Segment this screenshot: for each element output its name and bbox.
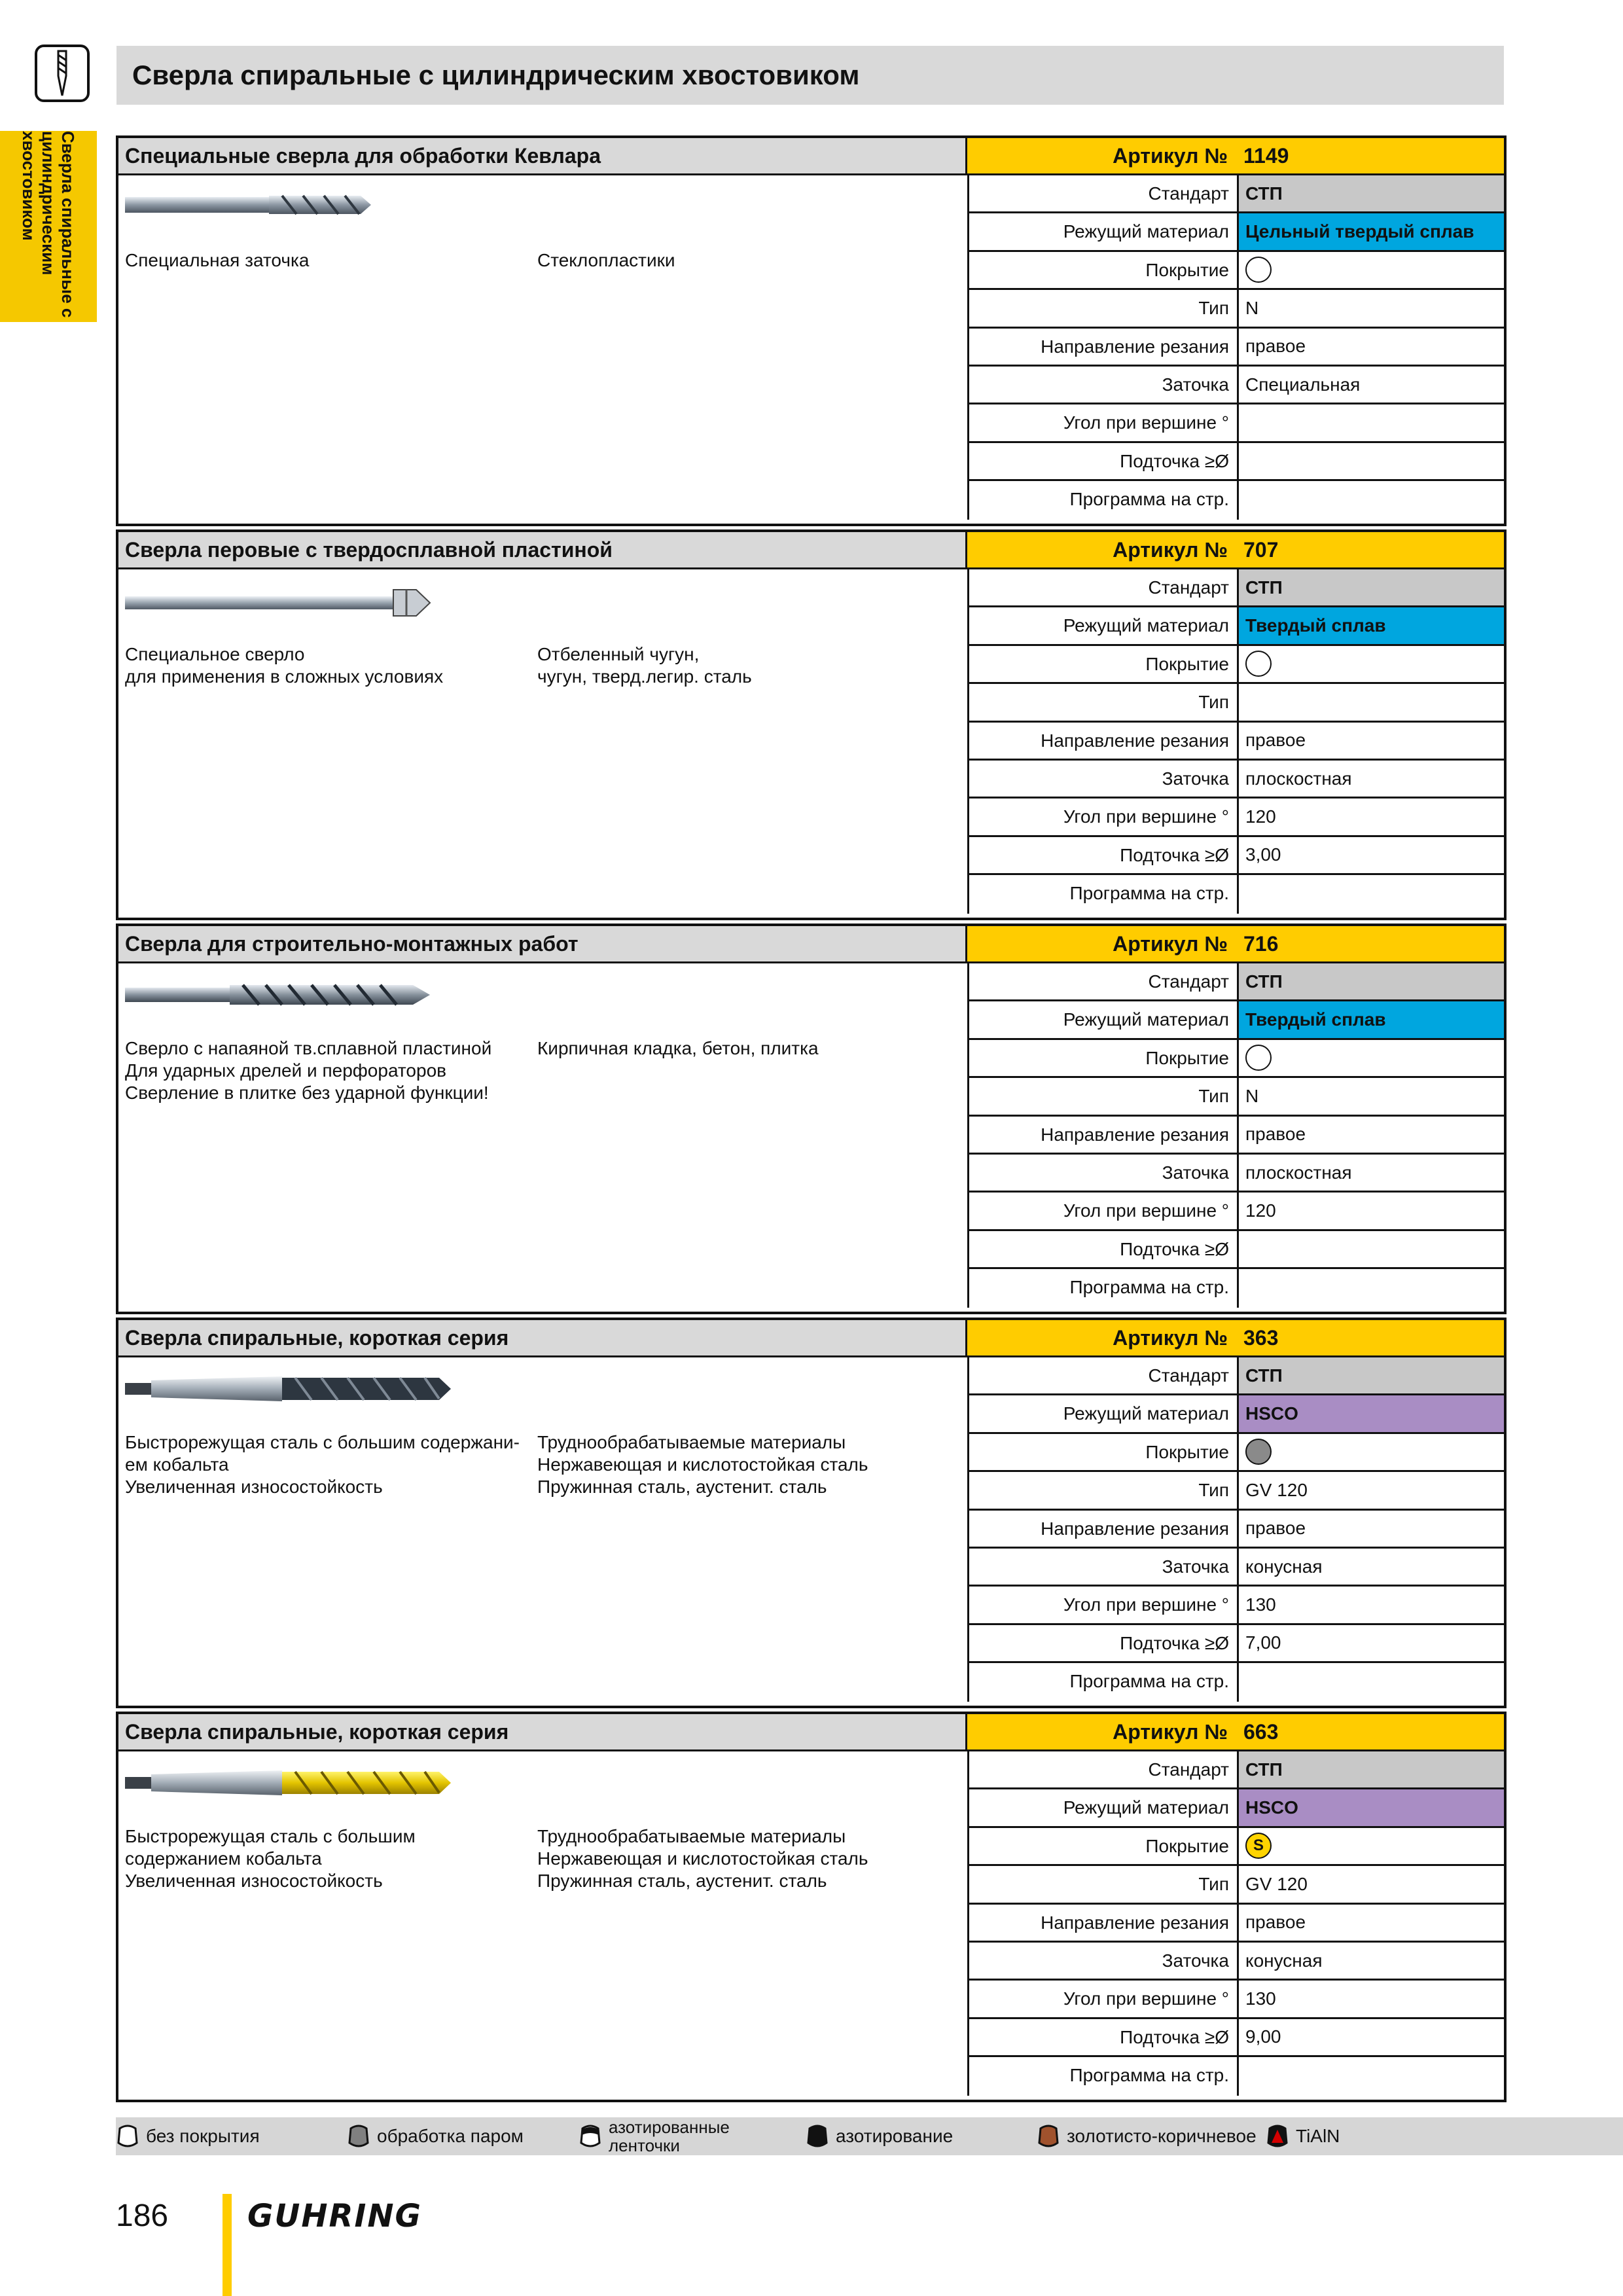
coating-cell bbox=[1239, 1828, 1504, 1864]
material-value: Твердый сплав bbox=[1245, 615, 1386, 636]
direction-cell bbox=[1239, 329, 1504, 365]
type-cell bbox=[1239, 1078, 1504, 1114]
brand-logo: GUHRING bbox=[247, 2198, 422, 2234]
type-value: N bbox=[1245, 297, 1259, 318]
grinding-label: Заточка bbox=[969, 1549, 1239, 1585]
properties-table bbox=[967, 1751, 1504, 2096]
legend-label: азотирование bbox=[836, 2126, 954, 2146]
description-features: Специальная заточка bbox=[125, 250, 310, 270]
property-row-program bbox=[969, 2057, 1504, 2095]
standard-cell bbox=[1239, 963, 1504, 999]
no-coating-icon bbox=[1245, 257, 1272, 283]
standard-cell bbox=[1239, 569, 1504, 605]
property-row-grinding bbox=[969, 1549, 1504, 1587]
property-row-material bbox=[969, 1001, 1504, 1039]
grinding-cell bbox=[1239, 1943, 1504, 1979]
legend-label: азотированные ленточки bbox=[609, 2117, 730, 2155]
steam-coating-icon bbox=[347, 2123, 370, 2149]
coating-label: Покрытие bbox=[969, 252, 1239, 288]
direction-cell bbox=[1239, 1905, 1504, 1941]
nitriding-icon bbox=[806, 2123, 829, 2149]
property-row-standard bbox=[969, 963, 1504, 1001]
program-label: Программа на стр. bbox=[969, 2057, 1239, 2095]
section-title: Специальные сверла для обработки Кевлара bbox=[118, 138, 967, 175]
property-row-point bbox=[969, 1625, 1504, 1663]
product-section bbox=[116, 135, 1507, 526]
type-label: Тип bbox=[969, 290, 1239, 326]
grinding-cell bbox=[1239, 1155, 1504, 1191]
type-cell bbox=[1239, 290, 1504, 326]
product-section bbox=[116, 924, 1507, 1314]
article-header bbox=[967, 1714, 1504, 1751]
property-row-material bbox=[969, 213, 1504, 251]
type-cell bbox=[1239, 684, 1504, 720]
material-cell bbox=[1239, 1001, 1504, 1037]
side-tab-label: Сверла спиральные с цилиндрическим хвостовиком bbox=[19, 131, 78, 318]
no-coating-icon bbox=[1245, 651, 1272, 677]
program-cell bbox=[1239, 875, 1504, 913]
point-cell bbox=[1239, 1625, 1504, 1661]
standard-value: СТП bbox=[1245, 1759, 1283, 1780]
point-value: 3,00 bbox=[1245, 844, 1281, 865]
legend-item bbox=[1266, 2117, 1340, 2155]
material-label: Режущий материал bbox=[969, 213, 1239, 249]
page-number: 186 bbox=[116, 2198, 169, 2233]
property-row-material bbox=[969, 1789, 1504, 1827]
type-value: GV 120 bbox=[1245, 1873, 1308, 1894]
property-row-angle bbox=[969, 798, 1504, 836]
grinding-value: плоскостная bbox=[1245, 1162, 1352, 1183]
description-materials: Труднообрабатываемые материалы Нержавеющая и кислотостойкая сталь Пружинная сталь, аустенит. сталь bbox=[537, 1826, 868, 1891]
direction-label: Направление резания bbox=[969, 1117, 1239, 1153]
section-title: Сверла для строительно-монтажных работ bbox=[118, 926, 967, 963]
property-row-direction bbox=[969, 1511, 1504, 1549]
property-row-grinding bbox=[969, 1155, 1504, 1193]
program-label: Программа на стр. bbox=[969, 875, 1239, 913]
point-value: 7,00 bbox=[1245, 1632, 1281, 1653]
property-row-standard bbox=[969, 175, 1504, 213]
description-materials: Отбеленный чугун, чугун, тверд.легир. сталь bbox=[537, 644, 752, 687]
standard-cell bbox=[1239, 1357, 1504, 1393]
section-title: Сверла перовые с твердосплавной пластиной bbox=[118, 532, 967, 569]
property-row-coating bbox=[969, 1828, 1504, 1866]
material-value: HSCO bbox=[1245, 1797, 1298, 1818]
property-row-coating bbox=[969, 1040, 1504, 1078]
section-title: Сверла спиральные, короткая серия bbox=[118, 1714, 967, 1751]
page-title: Сверла спиральные с цилиндрическим хвостовиком bbox=[116, 46, 1504, 105]
nitrided-lands-icon bbox=[579, 2123, 602, 2149]
property-row-angle bbox=[969, 1981, 1504, 2018]
property-row-point bbox=[969, 837, 1504, 875]
point-value: 9,00 bbox=[1245, 2026, 1281, 2047]
material-label: Режущий материал bbox=[969, 1395, 1239, 1431]
property-row-direction bbox=[969, 1117, 1504, 1155]
property-row-grinding bbox=[969, 367, 1504, 404]
property-row-grinding bbox=[969, 1943, 1504, 1981]
property-row-standard bbox=[969, 1357, 1504, 1395]
standard-label: Стандарт bbox=[969, 569, 1239, 605]
product-section bbox=[116, 529, 1507, 920]
material-cell bbox=[1239, 213, 1504, 249]
program-label: Программа на стр. bbox=[969, 1663, 1239, 1701]
grinding-value: конусная bbox=[1245, 1950, 1323, 1971]
property-row-standard bbox=[969, 569, 1504, 607]
direction-cell bbox=[1239, 1511, 1504, 1547]
program-cell bbox=[1239, 1269, 1504, 1307]
material-label: Режущий материал bbox=[969, 607, 1239, 643]
standard-value: СТП bbox=[1245, 183, 1283, 204]
no-coating-icon bbox=[116, 2123, 139, 2149]
angle-value: 120 bbox=[1245, 806, 1276, 827]
program-label: Программа на стр. bbox=[969, 1269, 1239, 1307]
article-label: Артикул № bbox=[1113, 1720, 1228, 1744]
property-row-type bbox=[969, 1078, 1504, 1116]
coating-legend bbox=[116, 2117, 1623, 2155]
properties-table bbox=[967, 569, 1504, 914]
direction-label: Направление резания bbox=[969, 329, 1239, 365]
grinding-value: конусная bbox=[1245, 1556, 1323, 1577]
type-cell bbox=[1239, 1472, 1504, 1508]
property-row-angle bbox=[969, 404, 1504, 442]
property-row-direction bbox=[969, 723, 1504, 761]
description-features: Специальное сверло для применения в сложных условиях bbox=[125, 644, 444, 687]
drill-image bbox=[125, 190, 374, 223]
legend-label: TiAlN bbox=[1296, 2126, 1340, 2146]
grinding-label: Заточка bbox=[969, 1155, 1239, 1191]
steam-coating-icon bbox=[1245, 1439, 1272, 1465]
angle-label: Угол при вершине ° bbox=[969, 404, 1239, 440]
legend-item bbox=[579, 2117, 730, 2155]
angle-cell bbox=[1239, 798, 1504, 834]
property-row-grinding bbox=[969, 761, 1504, 798]
angle-value: 130 bbox=[1245, 1988, 1276, 2009]
drill-image bbox=[125, 1767, 452, 1803]
property-row-coating bbox=[969, 1434, 1504, 1472]
property-row-program bbox=[969, 875, 1504, 913]
legend-item bbox=[116, 2117, 260, 2155]
section-title: Сверла спиральные, короткая серия bbox=[118, 1320, 967, 1357]
angle-value: 120 bbox=[1245, 1200, 1276, 1221]
direction-value: правое bbox=[1245, 1518, 1306, 1539]
standard-label: Стандарт bbox=[969, 175, 1239, 211]
coating-label: Покрытие bbox=[969, 646, 1239, 682]
legend-item bbox=[347, 2117, 524, 2155]
properties-table bbox=[967, 175, 1504, 520]
angle-label: Угол при вершине ° bbox=[969, 1981, 1239, 2017]
drill-category-icon bbox=[35, 45, 90, 102]
property-row-angle bbox=[969, 1587, 1504, 1624]
material-label: Режущий материал bbox=[969, 1001, 1239, 1037]
description-materials: Стеклопластики bbox=[537, 250, 675, 270]
coating-label: Покрытие bbox=[969, 1040, 1239, 1076]
property-row-point bbox=[969, 1231, 1504, 1269]
type-label: Тип bbox=[969, 1866, 1239, 1902]
type-value: N bbox=[1245, 1085, 1259, 1106]
type-label: Тип bbox=[969, 1472, 1239, 1508]
article-number: 707 bbox=[1243, 538, 1279, 562]
description-features: Быстрорежущая сталь с большим содержанием кобальта Увеличенная износостойкость bbox=[125, 1826, 416, 1891]
article-header bbox=[967, 138, 1504, 175]
property-row-type bbox=[969, 684, 1504, 722]
type-cell bbox=[1239, 1866, 1504, 1902]
property-row-type bbox=[969, 290, 1504, 328]
article-number: 1149 bbox=[1243, 144, 1289, 168]
angle-label: Угол при вершине ° bbox=[969, 1193, 1239, 1229]
material-cell bbox=[1239, 1789, 1504, 1825]
grinding-label: Заточка bbox=[969, 1943, 1239, 1979]
material-value: Твердый сплав bbox=[1245, 1009, 1386, 1030]
type-label: Тип bbox=[969, 1078, 1239, 1114]
article-number: 716 bbox=[1243, 932, 1279, 956]
article-label: Артикул № bbox=[1113, 932, 1228, 956]
angle-cell bbox=[1239, 404, 1504, 440]
article-header bbox=[967, 532, 1504, 569]
article-header bbox=[967, 1320, 1504, 1357]
program-label: Программа на стр. bbox=[969, 481, 1239, 519]
description-features: Сверло с напаяной тв.сплавной пластиной Для ударных дрелей и перфораторов Сверление в плитке без ударной функции! bbox=[125, 1038, 492, 1103]
properties-table bbox=[967, 1357, 1504, 1702]
material-cell bbox=[1239, 607, 1504, 643]
grinding-value: Специальная bbox=[1245, 374, 1361, 395]
point-label: Подточка ≥Ø bbox=[969, 1231, 1239, 1267]
direction-cell bbox=[1239, 1117, 1504, 1153]
property-row-program bbox=[969, 1269, 1504, 1307]
program-cell bbox=[1239, 1663, 1504, 1701]
material-value: HSCO bbox=[1245, 1403, 1298, 1424]
legend-label: обработка паром bbox=[377, 2126, 524, 2146]
property-row-coating bbox=[969, 646, 1504, 684]
standard-value: СТП bbox=[1245, 971, 1283, 992]
angle-cell bbox=[1239, 1587, 1504, 1623]
point-label: Подточка ≥Ø bbox=[969, 1625, 1239, 1661]
article-header bbox=[967, 926, 1504, 963]
property-row-program bbox=[969, 481, 1504, 519]
article-label: Артикул № bbox=[1113, 144, 1228, 168]
type-value: GV 120 bbox=[1245, 1479, 1308, 1500]
point-label: Подточка ≥Ø bbox=[969, 837, 1239, 873]
direction-label: Направление резания bbox=[969, 1511, 1239, 1547]
property-row-point bbox=[969, 2019, 1504, 2057]
coating-cell bbox=[1239, 252, 1504, 288]
coating-label: Покрытие bbox=[969, 1828, 1239, 1864]
angle-cell bbox=[1239, 1193, 1504, 1229]
no-coating-icon bbox=[1245, 1045, 1272, 1071]
angle-label: Угол при вершине ° bbox=[969, 1587, 1239, 1623]
drill-image bbox=[125, 978, 433, 1014]
program-cell bbox=[1239, 481, 1504, 519]
drill-image bbox=[125, 1372, 452, 1408]
grinding-cell bbox=[1239, 1549, 1504, 1585]
legend-label: золотисто-коричневое bbox=[1067, 2126, 1257, 2146]
coating-label: Покрытие bbox=[969, 1434, 1239, 1470]
property-row-standard bbox=[969, 1751, 1504, 1789]
coating-cell bbox=[1239, 1040, 1504, 1076]
description-materials: Труднообрабатываемые материалы Нержавеющая и кислотостойкая сталь Пружинная сталь, аустенит. сталь bbox=[537, 1432, 868, 1497]
material-cell bbox=[1239, 1395, 1504, 1431]
material-value: Цельный твердый сплав bbox=[1245, 221, 1474, 242]
grinding-label: Заточка bbox=[969, 367, 1239, 403]
coating-cell bbox=[1239, 1434, 1504, 1470]
direction-value: правое bbox=[1245, 336, 1306, 357]
standard-label: Стандарт bbox=[969, 1357, 1239, 1393]
property-row-material bbox=[969, 607, 1504, 645]
article-number: 663 bbox=[1243, 1720, 1279, 1744]
point-label: Подточка ≥Ø bbox=[969, 443, 1239, 479]
grinding-label: Заточка bbox=[969, 761, 1239, 797]
property-row-material bbox=[969, 1395, 1504, 1433]
direction-value: правое bbox=[1245, 730, 1306, 751]
property-row-direction bbox=[969, 1905, 1504, 1943]
standard-value: СТП bbox=[1245, 577, 1283, 598]
point-label: Подточка ≥Ø bbox=[969, 2019, 1239, 2055]
property-row-type bbox=[969, 1866, 1504, 1904]
angle-cell bbox=[1239, 1981, 1504, 2017]
property-row-angle bbox=[969, 1193, 1504, 1230]
direction-cell bbox=[1239, 723, 1504, 759]
coating-cell bbox=[1239, 646, 1504, 682]
point-cell bbox=[1239, 443, 1504, 479]
property-row-coating bbox=[969, 252, 1504, 290]
product-section bbox=[116, 1318, 1507, 1708]
article-number: 363 bbox=[1243, 1326, 1279, 1350]
description-materials: Кирпичная кладка, бетон, плитка bbox=[537, 1038, 819, 1058]
direction-value: правое bbox=[1245, 1124, 1306, 1145]
property-row-point bbox=[969, 443, 1504, 481]
angle-value: 130 bbox=[1245, 1594, 1276, 1615]
point-cell bbox=[1239, 1231, 1504, 1267]
point-cell bbox=[1239, 2019, 1504, 2055]
s-coating-icon: S bbox=[1245, 1833, 1272, 1859]
type-label: Тип bbox=[969, 684, 1239, 720]
direction-label: Направление резания bbox=[969, 1905, 1239, 1941]
angle-label: Угол при вершине ° bbox=[969, 798, 1239, 834]
legend-item bbox=[1037, 2117, 1257, 2155]
grinding-value: плоскостная bbox=[1245, 768, 1352, 789]
article-label: Артикул № bbox=[1113, 1326, 1228, 1350]
program-cell bbox=[1239, 2057, 1504, 2095]
standard-value: СТП bbox=[1245, 1365, 1283, 1386]
properties-table bbox=[967, 963, 1504, 1308]
property-row-program bbox=[969, 1663, 1504, 1701]
side-tab bbox=[0, 131, 97, 322]
direction-label: Направление резания bbox=[969, 723, 1239, 759]
drill-image bbox=[125, 584, 433, 624]
footer-accent-bar bbox=[223, 2194, 232, 2296]
tialn-icon bbox=[1266, 2123, 1289, 2149]
article-label: Артикул № bbox=[1113, 538, 1228, 562]
standard-label: Стандарт bbox=[969, 963, 1239, 999]
grinding-cell bbox=[1239, 761, 1504, 797]
standard-cell bbox=[1239, 175, 1504, 211]
description-features: Быстрорежущая сталь с большим содержани- ем кобальта Увеличенная износостойкость bbox=[125, 1432, 520, 1497]
direction-value: правое bbox=[1245, 1912, 1306, 1933]
property-row-direction bbox=[969, 329, 1504, 367]
gold-brown-icon bbox=[1037, 2123, 1060, 2149]
legend-label: без покрытия bbox=[146, 2126, 260, 2146]
standard-cell bbox=[1239, 1751, 1504, 1787]
legend-item bbox=[806, 2117, 953, 2155]
standard-label: Стандарт bbox=[969, 1751, 1239, 1787]
point-cell bbox=[1239, 837, 1504, 873]
material-label: Режущий материал bbox=[969, 1789, 1239, 1825]
product-section bbox=[116, 1712, 1507, 2102]
grinding-cell bbox=[1239, 367, 1504, 403]
property-row-type bbox=[969, 1472, 1504, 1510]
